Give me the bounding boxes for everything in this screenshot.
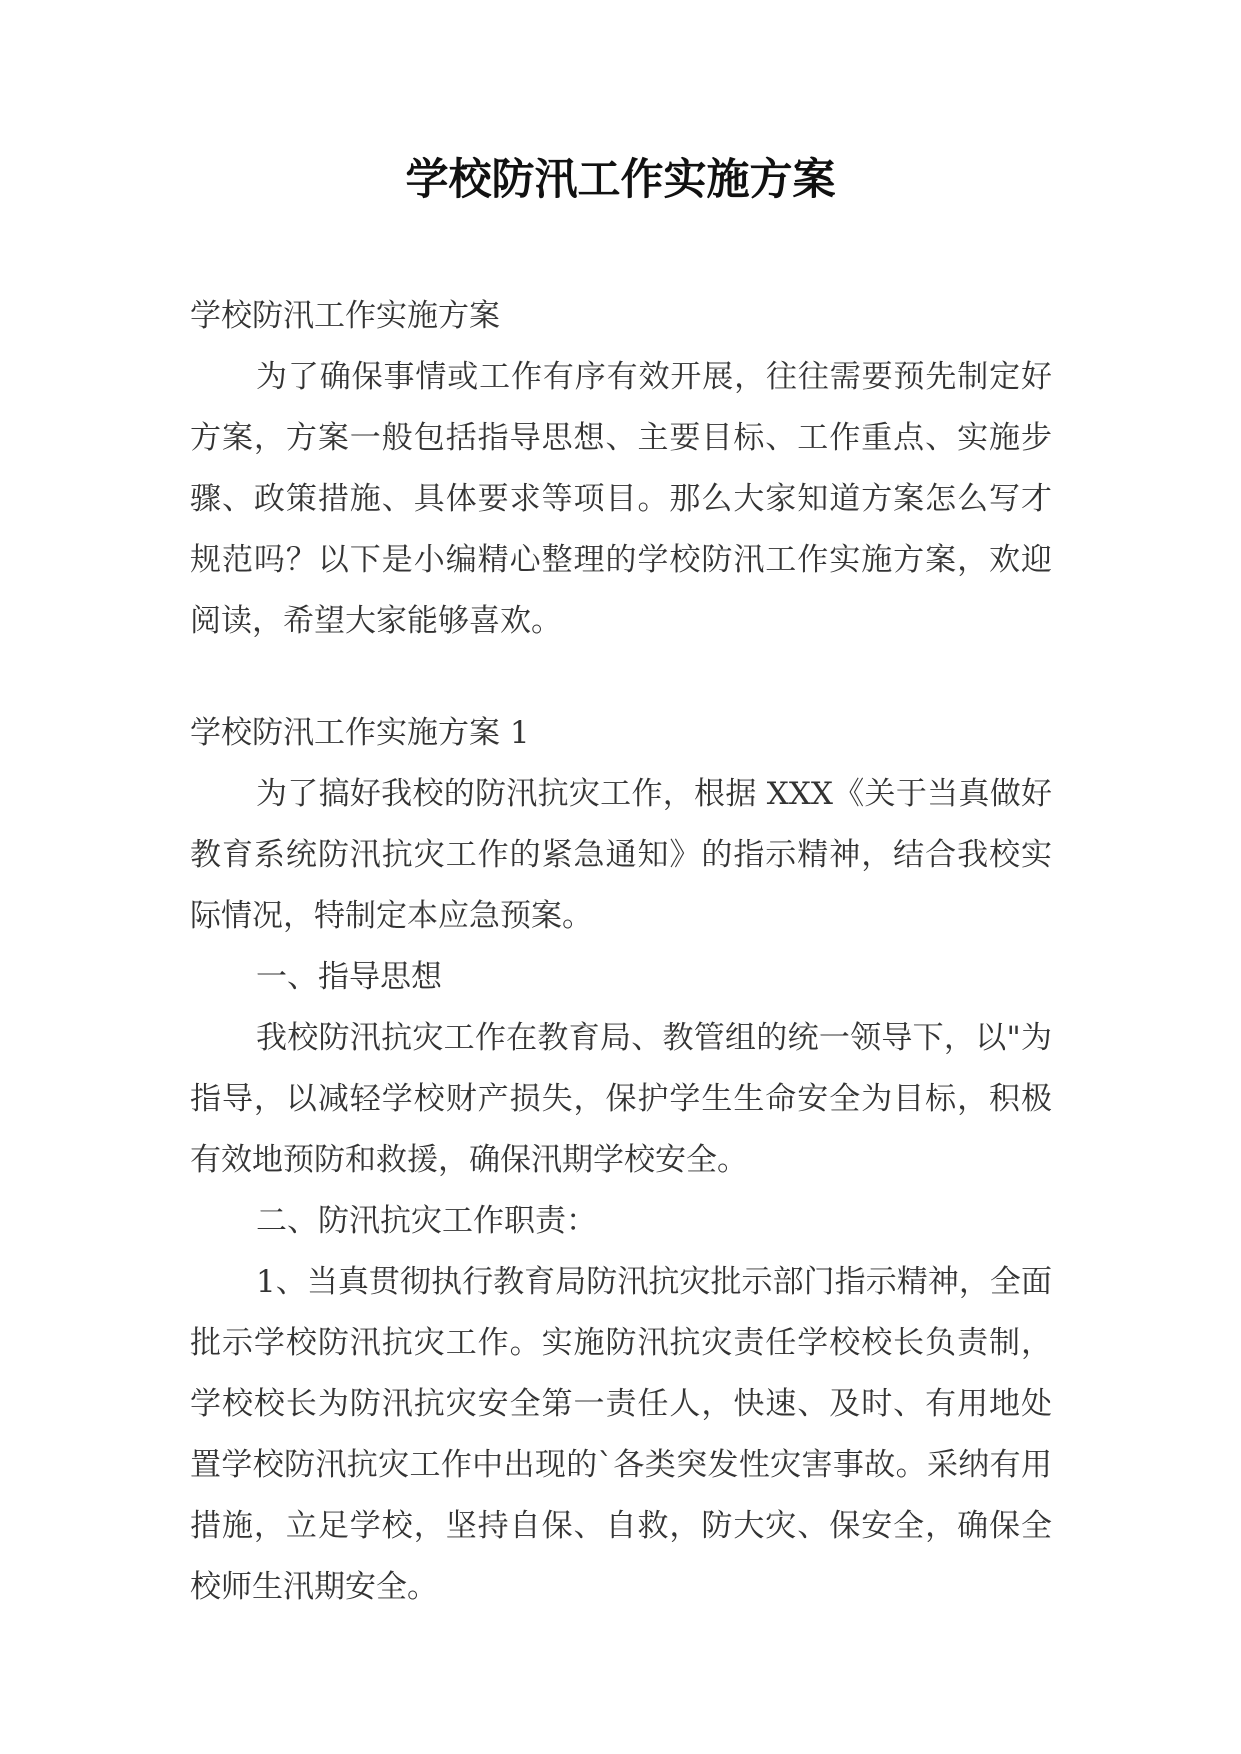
section-1-paragraph-2: 我校防汛抗灾工作在教育局、教管组的统一领导下，以"为指导，以减轻学校财产损失，保护学生生命安全为目标，积极有效地预防和救援，确保汛期学校安全。 bbox=[190, 1020, 1052, 1178]
intro-heading: 学校防汛工作实施方案 bbox=[190, 298, 500, 334]
section-1-heading: 学校防汛工作实施方案 1 bbox=[190, 715, 530, 751]
intro-paragraph: 为了确保事情或工作有序有效开展，往往需要预先制定好方案，方案一般包括指导思想、主要目标、工作重点、实施步骤、政策措施、具体要求等项目。那么大家知道方案怎么写才规范吗？以下是小编精心整理的学校防汛工作实施方案，欢迎阅读，希望大家能够喜欢。 bbox=[190, 359, 1052, 639]
subheading-guiding-ideology: 一、指导思想 bbox=[256, 959, 442, 995]
intro-section bbox=[190, 286, 1052, 652]
section-1-paragraph-1: 为了搞好我校的防汛抗灾工作，根据 XXX《关于当真做好教育系统防汛抗灾工作的紧急通知》的指示精神，结合我校实际情况，特制定本应急预案。 bbox=[190, 776, 1052, 934]
section-1-paragraph-3: 1、当真贯彻执行教育局防汛抗灾批示部门指示精神，全面批示学校防汛抗灾工作。实施防汛抗灾责任学校校长负责制，学校校长为防汛抗灾安全第一责任人，快速、及时、有用地处置学校防汛抗灾工作中出现的`各类突发性灾害事故。采纳有用措施，立足学校，坚持自保、自救，防大灾、保安全，确保全校师生汛期安全。 bbox=[190, 1264, 1052, 1605]
subheading-duties: 二、防汛抗灾工作职责： bbox=[256, 1203, 597, 1239]
document-title: 学校防汛工作实施方案 bbox=[405, 155, 836, 205]
section-1 bbox=[190, 703, 1052, 1618]
